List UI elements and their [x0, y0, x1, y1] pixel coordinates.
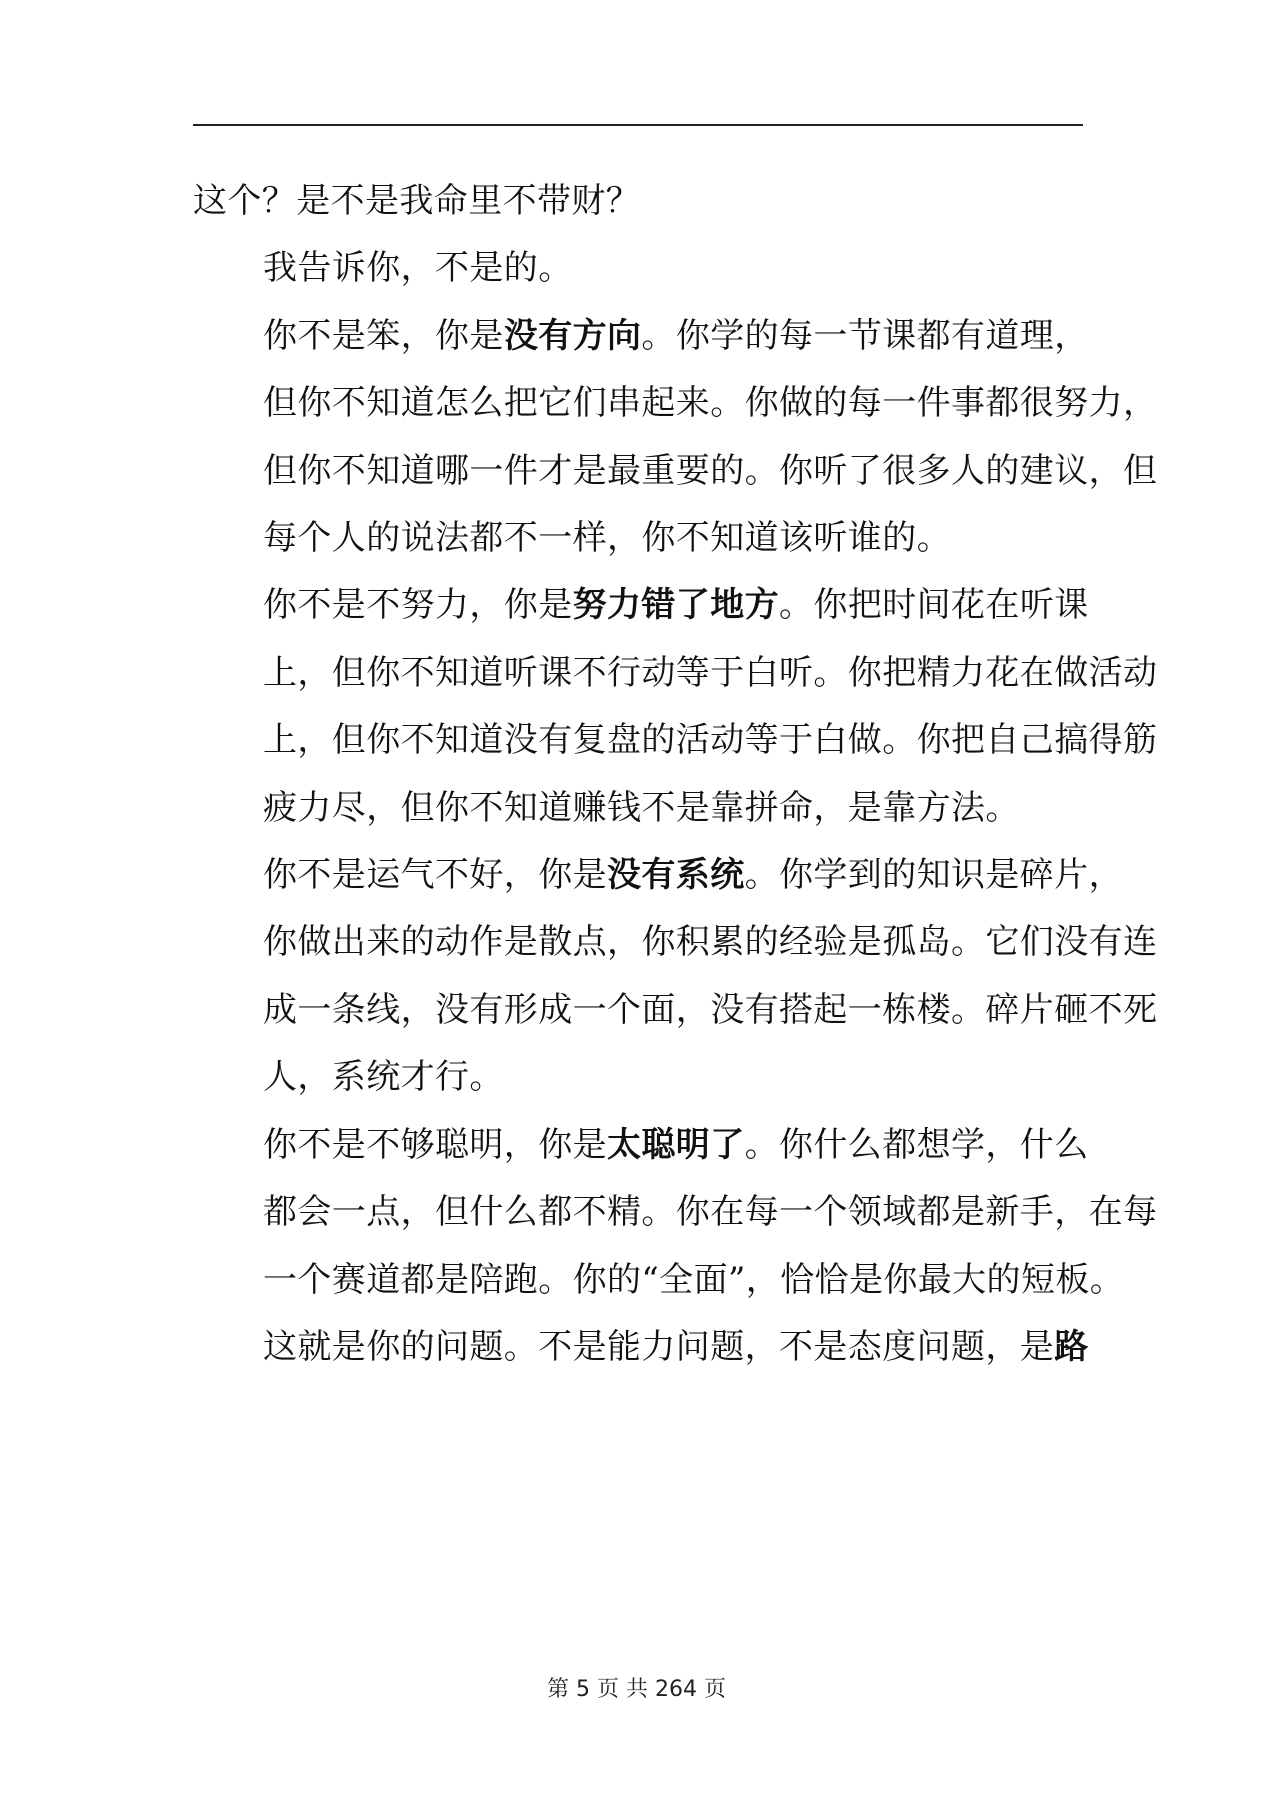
text-run: 你不是笨，你是 [263, 315, 504, 356]
text-line [193, 1179, 1158, 1246]
bold-text: 路 [1054, 1326, 1089, 1367]
text-run: 你做出来的动作是散点，你积累的经验是孤岛。它们没有连 [263, 922, 1158, 963]
paragraph [193, 842, 1158, 1112]
text-run: 这个？是不是我命里不带财？ [193, 181, 641, 221]
text-run: 都会一点，但什么都不精。你在每一个领域都是新手，在每 [263, 1192, 1158, 1233]
text-line [193, 707, 1158, 774]
text-line [193, 168, 1083, 235]
paragraph [193, 168, 1083, 235]
text-line [193, 640, 1158, 707]
text-line [193, 842, 1124, 909]
text-line [193, 303, 1089, 370]
bold-text: 没有系统 [607, 855, 745, 896]
paragraph [193, 1112, 1158, 1314]
text-run: 人，系统才行。 [263, 1057, 504, 1098]
text-run: 。你学的每一节课都有道理， [641, 315, 1089, 356]
text-run: 。你把时间花在听课 [779, 585, 1089, 626]
text-run: 每个人的说法都不一样，你不知道该听谁的。 [263, 518, 951, 559]
bold-text: 没有方向 [503, 315, 642, 356]
text-run: 你不是不努力，你是 [263, 585, 573, 626]
text-run: 这就是你的问题。不是能力问题，不是态度问题，是 [263, 1326, 1055, 1367]
text-run: 上，但你不知道听课不行动等于白听。你把精力花在做活动 [263, 652, 1158, 693]
paragraph [193, 303, 1158, 573]
page-number: 第 5 页 共 264 页 [547, 1677, 726, 1702]
text-line [193, 572, 1089, 639]
document-body [193, 168, 1158, 1381]
text-run: 。你学到的知识是碎片， [744, 855, 1124, 896]
text-line [193, 1112, 1089, 1179]
page-footer [0, 1672, 1273, 1703]
text-run: 疲力尽，但你不知道赚钱不是靠拼命，是靠方法。 [263, 787, 1020, 828]
text-run: 成一条线，没有形成一个面，没有搭起一栋楼。碎片砸不死 [263, 989, 1158, 1030]
text-line [193, 235, 1083, 302]
text-run: 。你什么都想学，什么 [744, 1124, 1089, 1165]
text-line [193, 505, 1083, 572]
text-line [193, 370, 1158, 437]
text-run: 但你不知道怎么把它们串起来。你做的每一件事都很努力， [263, 383, 1158, 424]
text-run: 一个赛道都是陪跑。你的“全面”，恰恰是你最大的短板。 [263, 1259, 1125, 1300]
paragraph [193, 572, 1158, 842]
text-line [193, 1247, 1125, 1314]
text-run: 你不是运气不好，你是 [263, 855, 607, 896]
text-line [193, 909, 1158, 976]
text-run: 上，但你不知道没有复盘的活动等于白做。你把自己搞得筋 [263, 720, 1158, 761]
text-line [193, 977, 1158, 1044]
text-line [193, 1044, 1083, 1111]
text-line [193, 1314, 1089, 1381]
bold-text: 太聪明了 [607, 1124, 745, 1165]
text-line [193, 775, 1083, 842]
paragraph [193, 1314, 1089, 1381]
header-rule [193, 124, 1083, 126]
text-run: 你不是不够聪明，你是 [263, 1124, 607, 1165]
bold-text: 努力错了地方 [572, 585, 780, 626]
text-line [193, 438, 1158, 505]
text-run: 我告诉你，不是的。 [263, 248, 573, 289]
text-run: 但你不知道哪一件才是最重要的。你听了很多人的建议，但 [263, 450, 1158, 491]
paragraph [193, 235, 1083, 302]
